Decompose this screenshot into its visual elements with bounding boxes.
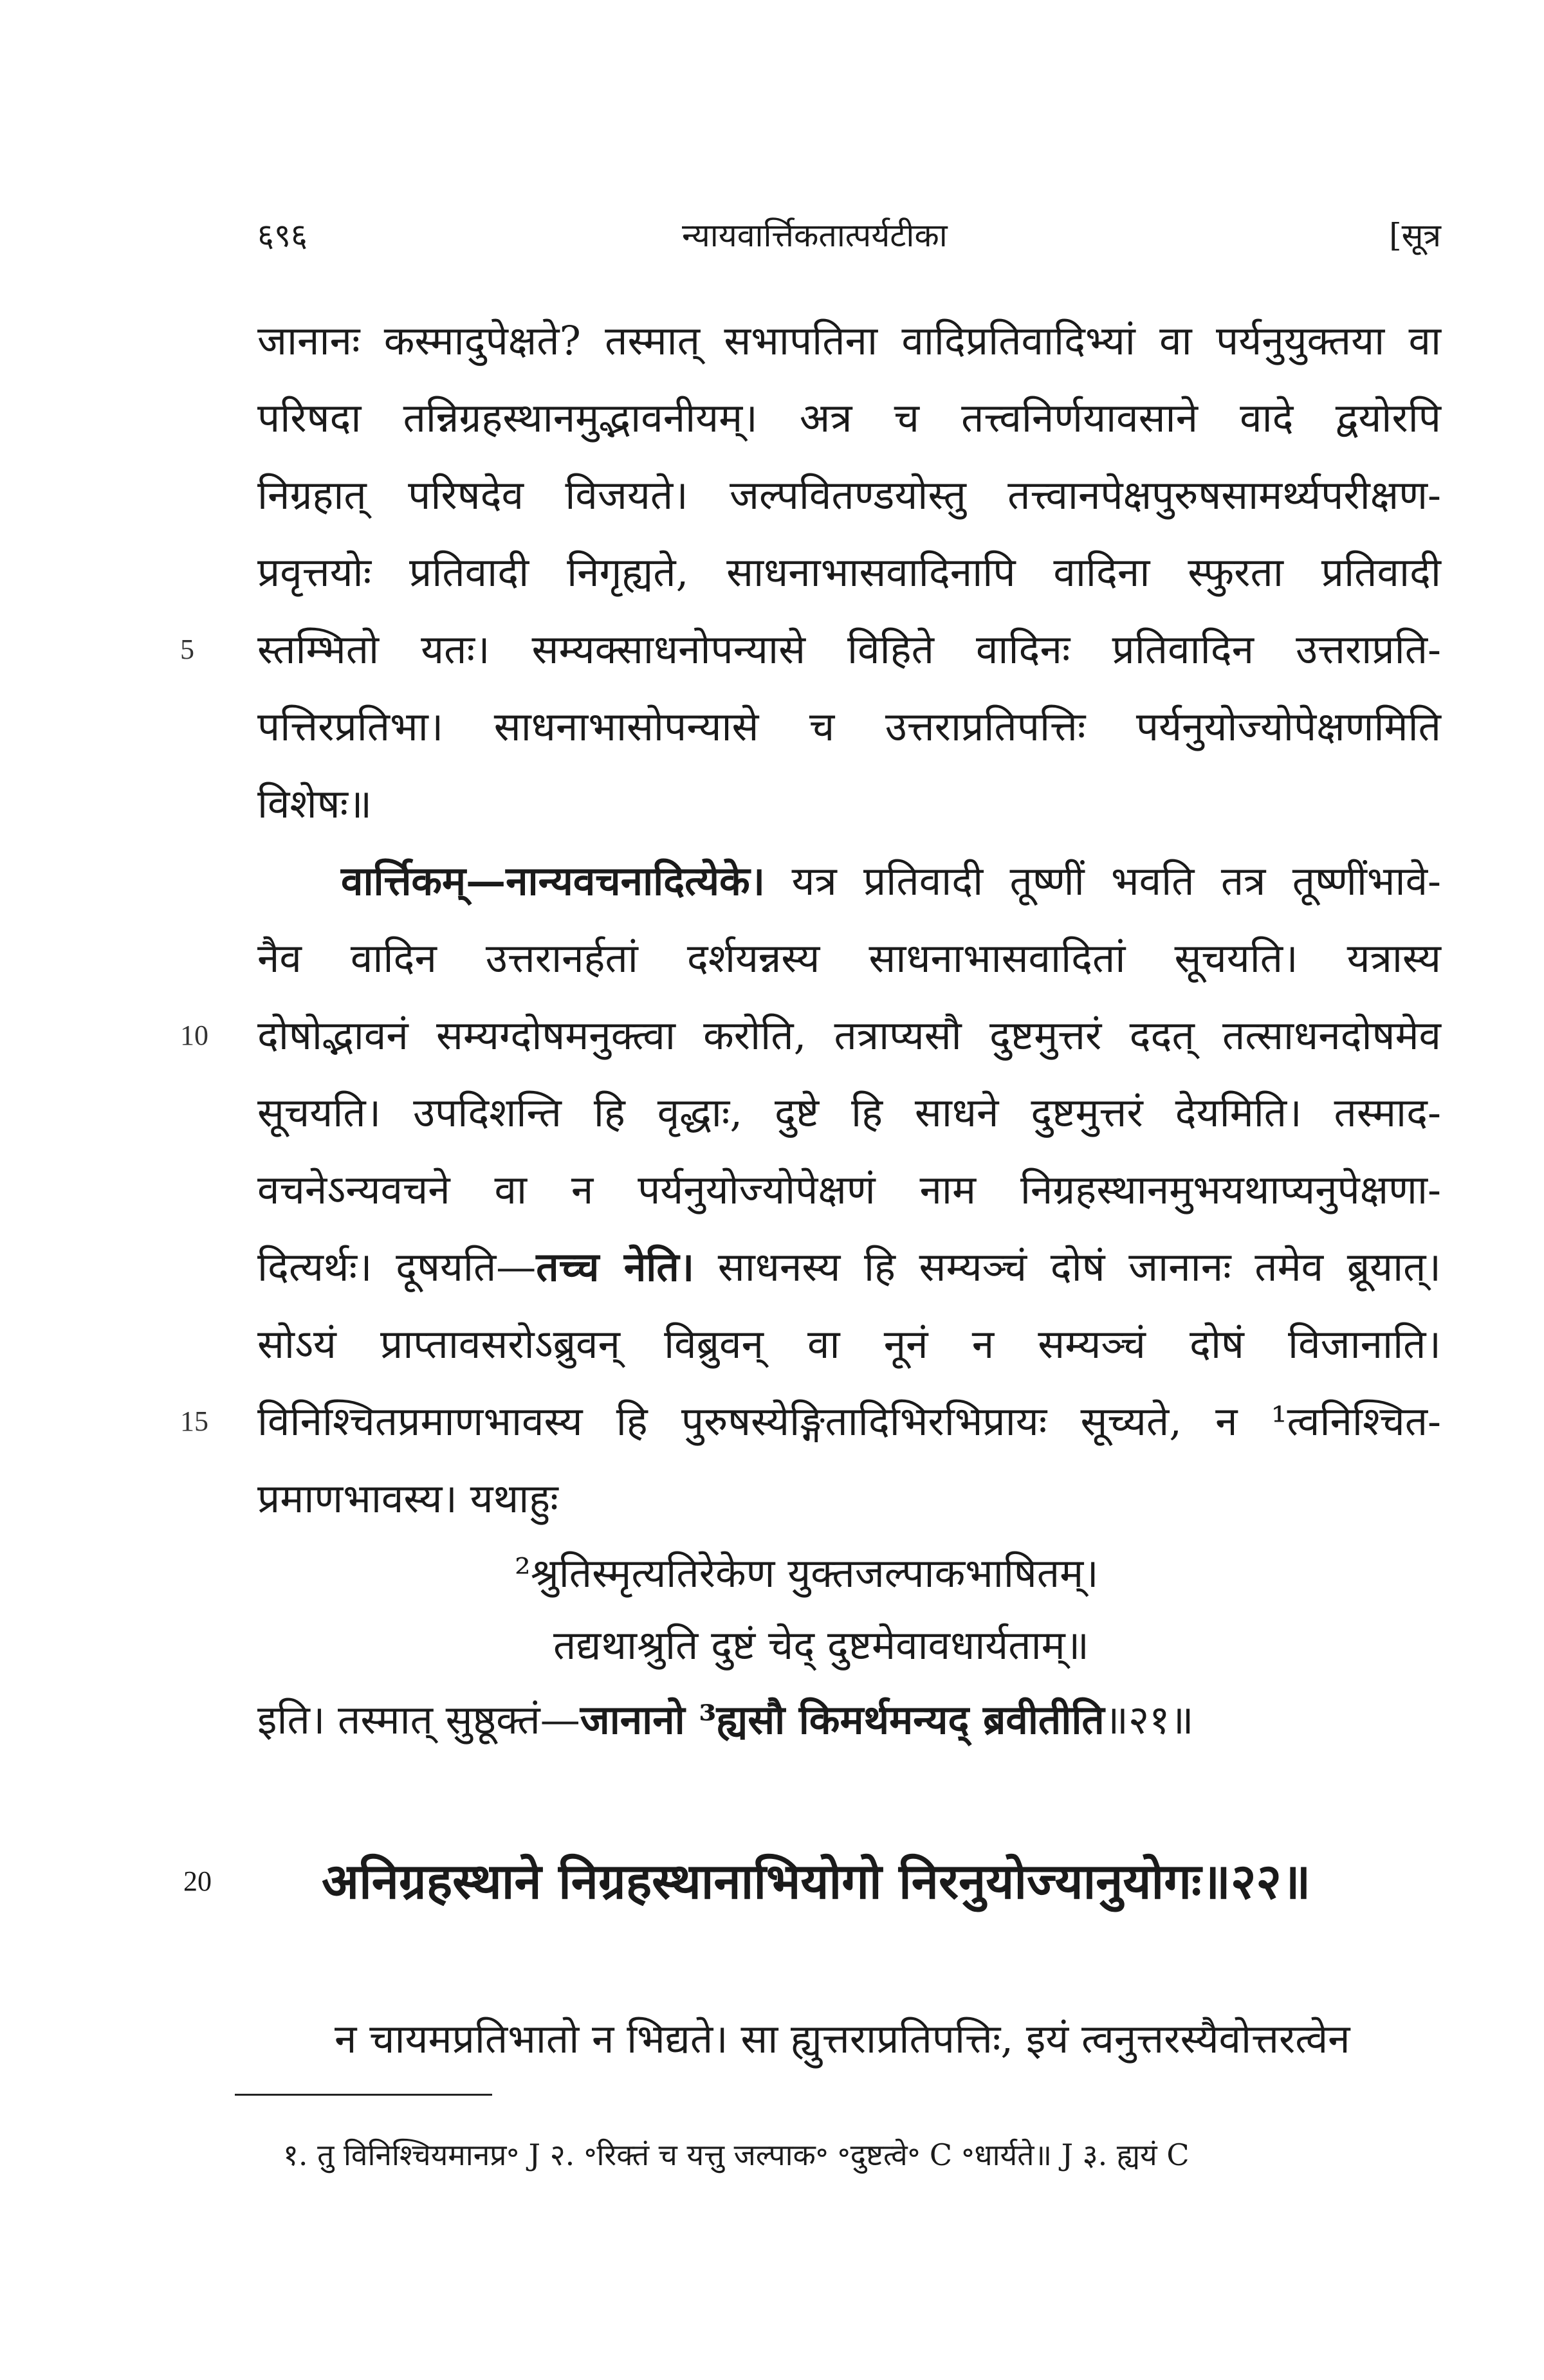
line-number: 15 [180,1405,208,1437]
vartika-heading: वार्त्तिकम्—नान्यवचनादित्येके। [341,857,766,904]
sutra-heading [183,1840,1441,1923]
sutra-text: अनिग्रहस्थाने निग्रहस्थानाभियोगो निरनुयोज्यानुयोगः॥२२॥ [322,1853,1311,1910]
footnotes: १. तु विनिश्चियमानप्र॰ J २. ॰रिक्तं च यत्तु जल्पाक॰ ॰दुष्टत्वे॰ C ॰धार्यते॥ J ३. ह्ययं C [283,2137,1190,2172]
text-line: जानानः कस्मादुपेक्षते? तस्मात् सभापतिना वादिप्रतिवादिभ्यां वा पर्यनुयुक्तया वा [257,317,1441,364]
text-line: परिषदा तन्निग्रहस्थानमुद्भावनीयम्। अत्र च तत्त्वनिर्णयावसाने वादे द्वयोरपि [257,394,1441,441]
text-line: सूचयति। उपदिशन्ति हि वृद्धाः, दुष्टे हि साधने दुष्टमुत्तरं देयमिति। तस्माद- [257,1089,1441,1136]
text-line: सोऽयं प्राप्तावसरोऽब्रुवन् विब्रुवन् वा नूनं न सम्यञ्चं दोषं विजानाति। [257,1321,1441,1368]
running-header [257,212,1441,270]
text-line: निग्रहात् परिषदेव विजयते। जल्पवितण्डयोस्तु तत्त्वानपेक्षपुरुषसामर्थ्यपरीक्षण- [257,471,1441,518]
text-line: वचनेऽन्यवचने वा न पर्यनुयोज्योपेक्षणं नाम निग्रहस्थानमुभयथाप्यनुपेक्षणा- [257,1166,1441,1213]
verse-line: ²श्रुतिस्मृत्यतिरेकेण युक्तजल्पाकभाषितम्। [515,1550,1099,1597]
text-line: 5 स्तम्भितो यतः। सम्यक्साधनोपन्यासे विहिते वादिनः प्रतिवादिन उत्तराप्रति- [257,611,1441,688]
text-line: 15 विनिश्चितप्रमाणभावस्य हि पुरुषस्येङ्गितादिभिरभिप्रायः सूच्यते, न ¹त्वनिश्चित- [257,1383,1441,1460]
page-number: ६९६ [257,217,308,254]
pratika-quote: तच्च नेति। [536,1243,695,1290]
text-line: पत्तिरप्रतिभा। साधनाभासोपन्यासे च उत्तराप्रतिपत्तिः पर्यनुयोज्योपेक्षणमिति [257,703,1441,750]
line-number: 5 [180,634,194,665]
text-line: 10 दोषोद्भावनं सम्यग्दोषमनुक्त्वा करोति, तत्राप्यसौ दुष्टमुत्तरं ददत् तत्साधनदोषमेव [257,997,1441,1074]
closing-line: इति। तस्मात् सुष्ठूक्तं—जानानो ³ह्यसौ किमर्थमन्यद् ब्रवीतीति॥२१॥ [257,1696,1194,1743]
text-line: दित्यर्थः। दूषयति—तच्च नेति। साधनस्य हि सम्यञ्चं दोषं जानानः तमेव ब्रूयात्। [257,1243,1441,1290]
running-title: न्यायवार्त्तिकतात्पर्यटीका [682,217,948,254]
footnote-rule [235,2094,492,2096]
commentary-body [180,302,1441,1759]
sutra-commentary-start: न चायमप्रतिभातो न भिद्यते। सा ह्युत्तराप्रतिपत्तिः, इयं त्वनुत्तरस्यैवोत्तरत्वेन [335,2015,1350,2062]
verse-line: तद्यथाश्रुति दुष्टं चेद् दुष्टमेवावधार्यताम्॥ [553,1622,1089,1669]
line-number: 20 [183,1865,212,1897]
closing-quote: जानानो ³ह्यसौ किमर्थमन्यद् ब्रवीतीति [580,1696,1105,1743]
text-line: नैव वादिन उत्तरानर्हतां दर्शयन्नस्य साधनाभासवादितां सूचयति। यत्रास्य [257,935,1441,982]
line-number: 10 [180,1020,208,1051]
vartika-line: वार्त्तिकम्—नान्यवचनादित्येके। यत्र प्रतिवादी तूष्णीं भवति तत्र तूष्णींभावे- [341,857,1441,904]
text-line: प्रमाणभावस्य। यथाहुः [257,1475,558,1522]
text-line: विशेषः॥ [257,780,372,827]
section-marker: [सूत्र [1389,217,1441,254]
text-line: प्रवृत्तयोः प्रतिवादी निगृह्यते, साधनाभासवादिनापि वादिना स्फुरता प्रतिवादी [257,549,1441,596]
